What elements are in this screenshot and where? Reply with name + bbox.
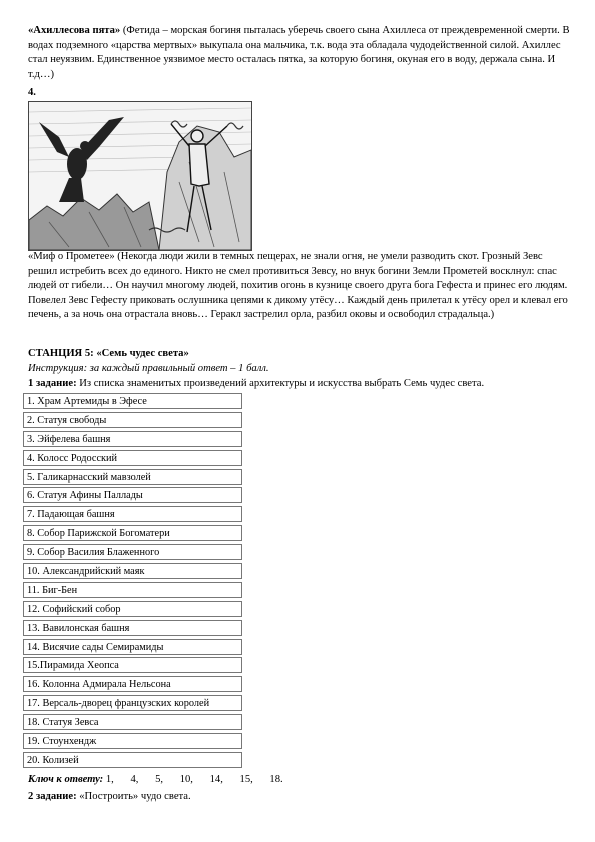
list-item: 7. Падающая башня bbox=[23, 506, 242, 522]
station-title: СТАНЦИЯ 5: «Семь чудес света» bbox=[28, 348, 189, 359]
task-2-text: «Построить» чудо света. bbox=[76, 791, 191, 802]
achilles-title: «Ахиллесова пята» bbox=[28, 25, 121, 36]
list-item: 12. Софийский собор bbox=[23, 601, 242, 617]
answer-key-value: 15, bbox=[239, 774, 253, 785]
list-item: 11. Биг-Бен bbox=[23, 582, 242, 598]
list-item: 9. Собор Василия Блаженного bbox=[23, 544, 242, 560]
list-item: 3. Эйфелева башня bbox=[23, 431, 242, 447]
instruction: Инструкция: за каждый правильный ответ – 1 балл. bbox=[28, 363, 269, 374]
answer-key-value: 18. bbox=[269, 774, 283, 785]
wonders-list bbox=[23, 393, 242, 771]
answer-key-value: 10, bbox=[179, 774, 193, 785]
achilles-paragraph bbox=[28, 24, 570, 82]
list-item: 8. Собор Парижской Богоматери bbox=[23, 525, 242, 541]
list-item: 17. Версаль-дворец французских королей bbox=[23, 695, 242, 711]
answer-key-label: Ключ к ответу: bbox=[28, 774, 104, 785]
task-2-label: 2 задание: bbox=[28, 791, 77, 802]
list-item: 19. Стоунхендж bbox=[23, 733, 242, 749]
list-item: 6. Статуя Афины Паллады bbox=[23, 487, 242, 503]
item-number-4: 4. bbox=[28, 87, 36, 98]
task-2 bbox=[28, 790, 570, 805]
list-item: 2. Статуя свободы bbox=[23, 412, 242, 428]
task-1-text: Из списка знаменитых произведений архитектуры и искусства выбрать Семь чудес света. bbox=[76, 378, 485, 389]
list-item: 5. Галикарнасский мавзолей bbox=[23, 469, 242, 485]
answer-key-value: 5, bbox=[155, 774, 164, 785]
answer-key-values bbox=[106, 774, 297, 785]
answer-key-value: 4, bbox=[130, 774, 139, 785]
answer-key-value: 14, bbox=[209, 774, 223, 785]
list-item: 13. Вавилонская башня bbox=[23, 620, 242, 636]
list-item: 15.Пирамида Хеопса bbox=[23, 657, 242, 673]
answer-key bbox=[28, 773, 570, 788]
list-item: 4. Колосс Родосский bbox=[23, 450, 242, 466]
task-1-label: 1 задание: bbox=[28, 378, 77, 389]
list-item: 10. Александрийский маяк bbox=[23, 563, 242, 579]
prometheus-paragraph: «Миф о Прометее» (Некогда люди жили в темных пещерах, не знали огня, не умели разводить скот. Грозный Зевс решил истребить всех до единого. Никто не смел противиться Зевсу, но внук богини Земли Прометей восклнул: спас людей от гибели… Он научил многому людей, похитив огонь в кузнице своего друга бога Гефеста и принес его людям. Повелел Зевс Гефесту приковать ослушника цепями к дикому утёсу… Каждый день прилетал к утёсу орел и клевал его печень, а за ночь она отрастала вновь… Геракл застрелил орла, разбил оковы и освободил страдальца.) bbox=[28, 251, 568, 321]
list-item: 20. Колизей bbox=[23, 752, 242, 768]
task-1 bbox=[28, 377, 570, 392]
list-item: 16. Колонна Адмирала Нельсона bbox=[23, 676, 242, 692]
list-item: 1. Храм Артемиды в Эфесе bbox=[23, 393, 242, 409]
prometheus-eagle-icon bbox=[29, 102, 251, 250]
prometheus-illustration bbox=[28, 101, 252, 251]
achilles-text: (Фетида – морская богиня пыталась уберечь своего сына Ахиллеса от преждевременной смерти. В водах подземного «царства мертвых» выкупала она мальчика, т.к. вода эта обладала чудодейственной силой. Ахиллес стал неуязвим. Единственное уязвимое место осталась пятка, за которую богиня, окуная его в воду, держала сына. И т.д…) bbox=[28, 25, 570, 80]
list-item: 14. Висячие сады Семирамиды bbox=[23, 639, 242, 655]
answer-key-value: 1, bbox=[105, 774, 114, 785]
list-item: 18. Статуя Зевса bbox=[23, 714, 242, 730]
